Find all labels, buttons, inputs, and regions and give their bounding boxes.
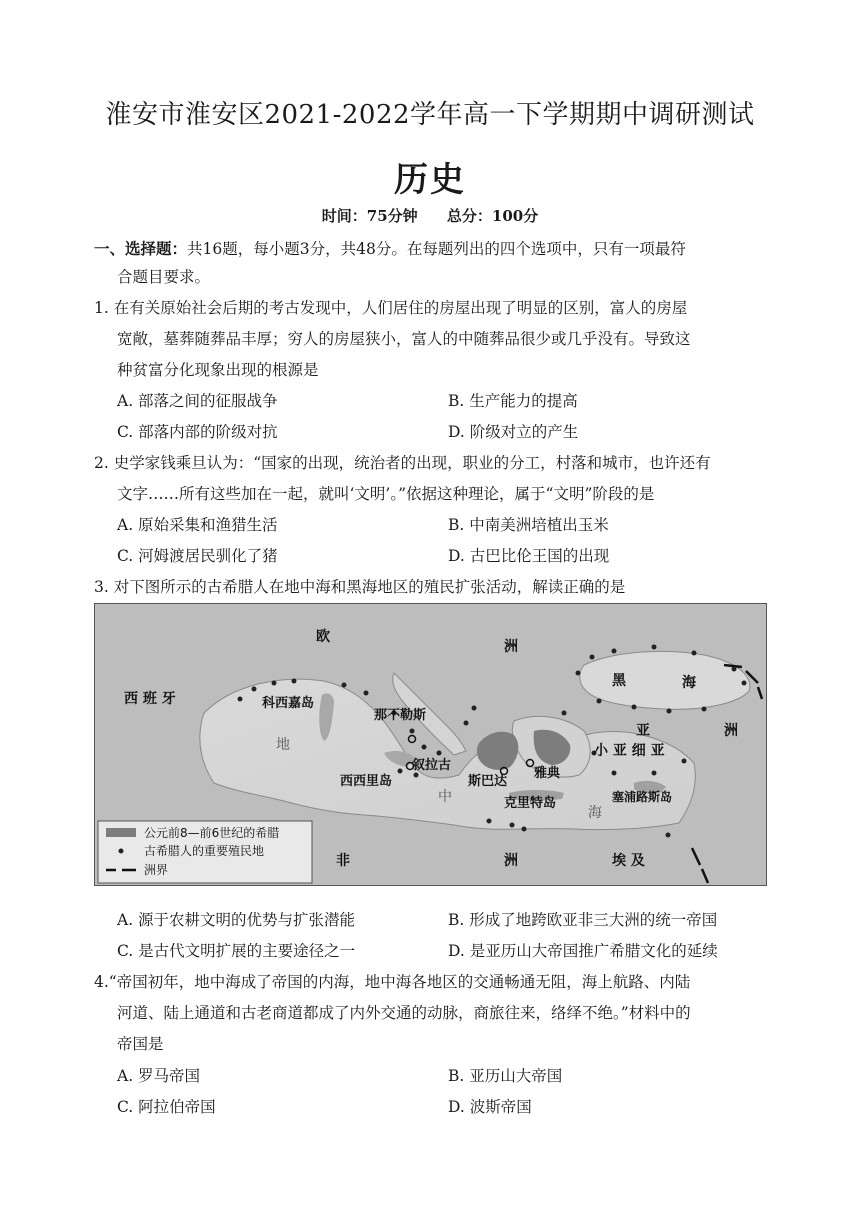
label-asia-minor: 小 亚 细 亚: [594, 743, 665, 759]
label-athens: 雅典: [534, 766, 561, 781]
label-asia-1: 亚: [636, 723, 650, 739]
label-hai: 海: [588, 805, 602, 821]
label-asia-2: 洲: [724, 723, 738, 739]
label-crete: 克里特岛: [504, 796, 557, 811]
question-4-line-1: 4.“帝国初年，地中海成了帝国的内海，地中海各地区的交通畅通无阻，海上航路、内陆: [94, 973, 691, 991]
exam-title: 淮安市淮安区2021-2022学年高一下学期期中调研测试: [105, 100, 755, 130]
label-africa-1: 非: [336, 853, 350, 869]
label-black-sea-2: 海: [682, 675, 696, 691]
label-corsica: 科西嘉岛: [262, 696, 315, 711]
label-sicily: 西西里岛: [340, 774, 393, 789]
question-3-option-b[interactable]: B. 形成了地跨欧亚非三大洲的统一帝国: [448, 911, 718, 929]
label-spain: 西 班 牙: [124, 691, 176, 707]
legend-boundary-label: 洲界: [144, 863, 169, 877]
label-europe-1: 欧: [316, 629, 330, 645]
question-2-line-1: 2. 史学家钱乘旦认为：“国家的出现，统治者的出现，职业的分工，村落和城市，也许还有: [94, 454, 711, 472]
question-1-option-a[interactable]: A. 部落之间的征服战争: [117, 392, 278, 410]
question-3-option-c[interactable]: C. 是古代文明扩展的主要途径之一: [117, 942, 356, 960]
label-cyprus: 塞浦路斯岛: [612, 790, 673, 804]
section-heading-line: [94, 238, 686, 260]
question-1-option-b[interactable]: B. 生产能力的提高: [448, 392, 578, 410]
question-1-option-c[interactable]: C. 部落内部的阶级对抗: [117, 423, 278, 441]
legend-colony-swatch: [119, 849, 124, 854]
question-3-option-a[interactable]: A. 源于农耕文明的优势与扩张潜能: [117, 911, 356, 929]
question-2-option-c[interactable]: C. 河姆渡居民驯化了猪: [117, 547, 278, 565]
label-naples: 那不勒斯: [374, 708, 427, 723]
question-2-line-2: 文字……所有这些加在一起，就叫‘文明’。”依据这种理论，属于“文明”阶段的是: [117, 485, 655, 503]
label-black-sea-1: 黑: [612, 673, 626, 689]
question-4-line-3: 帝国是: [117, 1035, 164, 1053]
question-4-line-2: 河道、陆上通道和古老商道都成了内外交通的动脉，商旅往来，络绎不绝。”材料中的: [117, 1004, 691, 1022]
label-europe-2: 洲: [504, 639, 518, 655]
greek-colonization-map: [94, 603, 767, 886]
question-2-option-b[interactable]: B. 中南美洲培植出玉米: [448, 516, 609, 534]
label-di: 地: [276, 737, 290, 753]
question-4-option-c[interactable]: C. 阿拉伯帝国: [117, 1098, 216, 1116]
exam-total: 总分：100分: [446, 207, 539, 225]
question-3-option-d[interactable]: D. 是亚历山大帝国推广希腊文化的延续: [448, 942, 718, 960]
label-zhong: 中: [438, 789, 452, 805]
map-legend: [98, 821, 312, 883]
question-1-line-1: 1. 在有关原始社会后期的考古发现中，人们居住的房屋出现了明显的区别，富人的房屋: [94, 299, 688, 317]
label-egypt: 埃 及: [612, 853, 645, 869]
label-sparta: 斯巴达: [468, 774, 508, 789]
section-description-cont: 合题目要求。: [117, 268, 211, 286]
subject-title: 历史: [394, 160, 466, 200]
label-syracuse: 叙拉古: [412, 758, 452, 773]
section-description: 共16题，每小题3分，共48分。在每题列出的四个选项中，只有一项最符: [187, 240, 686, 258]
question-4-option-b[interactable]: B. 亚历山大帝国: [448, 1067, 563, 1085]
question-2-option-d[interactable]: D. 古巴比伦王国的出现: [448, 547, 610, 565]
question-3-line-1: 3. 对下图所示的古希腊人在地中海和黑海地区的殖民扩张活动，解读正确的是: [94, 578, 626, 596]
legend-greece-label: 公元前8—前6世纪的希腊: [144, 826, 280, 840]
question-2-option-a[interactable]: A. 原始采集和渔猎生活: [117, 516, 278, 534]
legend-greece-swatch: [106, 828, 136, 837]
question-4-option-d[interactable]: D. 波斯帝国: [448, 1098, 532, 1116]
legend-colony-label: 古希腊人的重要殖民地: [144, 844, 265, 858]
exam-time: 时间：75分钟: [321, 207, 418, 225]
exam-meta: [0, 205, 860, 226]
label-africa-2: 洲: [504, 853, 518, 869]
section-heading: 一、选择题：: [94, 239, 188, 258]
question-1-option-d[interactable]: D. 阶级对立的产生: [448, 423, 579, 441]
question-4-option-a[interactable]: A. 罗马帝国: [117, 1067, 201, 1085]
question-1-line-3: 种贫富分化现象出现的根源是: [117, 361, 319, 379]
question-1-line-2: 宽敞，墓葬随葬品丰厚；穷人的房屋狭小，富人的中随葬品很少或几乎没有。导致这: [117, 330, 691, 348]
